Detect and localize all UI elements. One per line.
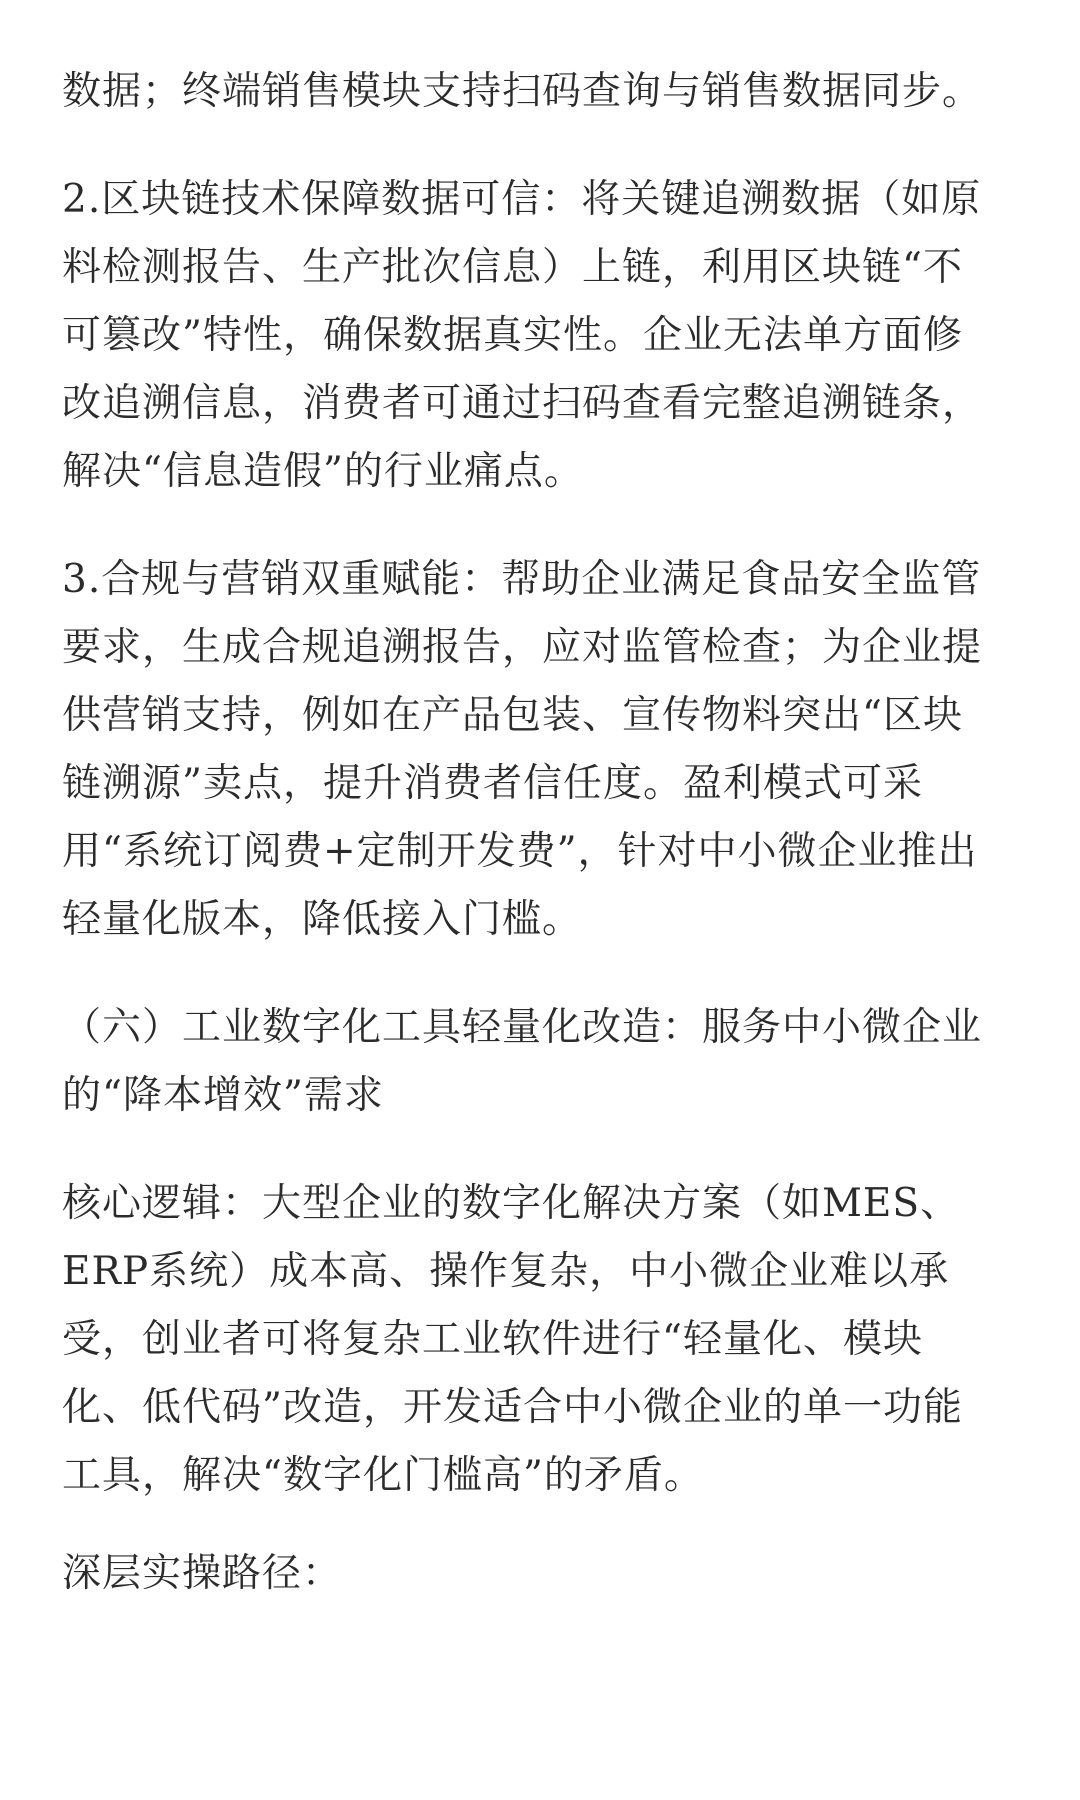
article-body [62,58,1018,1648]
text-line: 轻量化版本，降低接入门槛。 [62,897,583,942]
text-line: 解决“信息造假”的行业痛点。 [62,449,584,494]
text-line: 深层实操路径： [62,1551,343,1596]
text-line: 2.区块链技术保障数据可信：将关键追溯数据（如原 [62,177,982,222]
paragraph-terminal-sales [62,58,1018,126]
text-line: 3.合规与营销双重赋能：帮助企业满足食品安全监管 [62,557,982,602]
text-line: 工具，解决“数字化门槛高”的矛盾。 [62,1453,704,1498]
text-line: 供营销支持，例如在产品包装、宣传物料突出“区块 [62,693,963,738]
paragraph-practice-path [62,1540,1018,1608]
section-heading [62,994,1018,1130]
text-line: 链溯源”卖点，提升消费者信任度。盈利模式可采 [62,761,923,806]
heading-line: （六）工业数字化工具轻量化改造：服务中小微企业 [62,1005,983,1050]
paragraph-compliance-marketing [62,546,1018,954]
text-line: 数据；终端销售模块支持扫码查询与销售数据同步。 [62,69,983,114]
heading-line: 的“降本增效”需求 [62,1073,384,1118]
text-line: 用“系统订阅费+定制开发费”，针对中小微企业推出 [62,829,978,874]
text-line: 要求，生成合规追溯报告，应对监管检查；为企业提 [62,625,983,670]
paragraph-core-logic [62,1170,1018,1510]
text-line: 料检测报告、生产批次信息）上链，利用区块链“不 [62,245,963,290]
paragraph-blockchain [62,166,1018,506]
text-line: 核心逻辑：大型企业的数字化解决方案（如MES、 [62,1181,961,1226]
text-line: 受，创业者可将复杂工业软件进行“轻量化、模块 [62,1317,923,1362]
text-line: 可篡改”特性，确保数据真实性。企业无法单方面修 [62,313,963,358]
text-line: 化、低代码”改造，开发适合中小微企业的单一功能 [62,1385,963,1430]
text-line: 改追溯信息，消费者可通过扫码查看完整追溯链条， [62,381,983,426]
text-line: ERP系统）成本高、操作复杂，中小微企业难以承 [62,1249,950,1294]
